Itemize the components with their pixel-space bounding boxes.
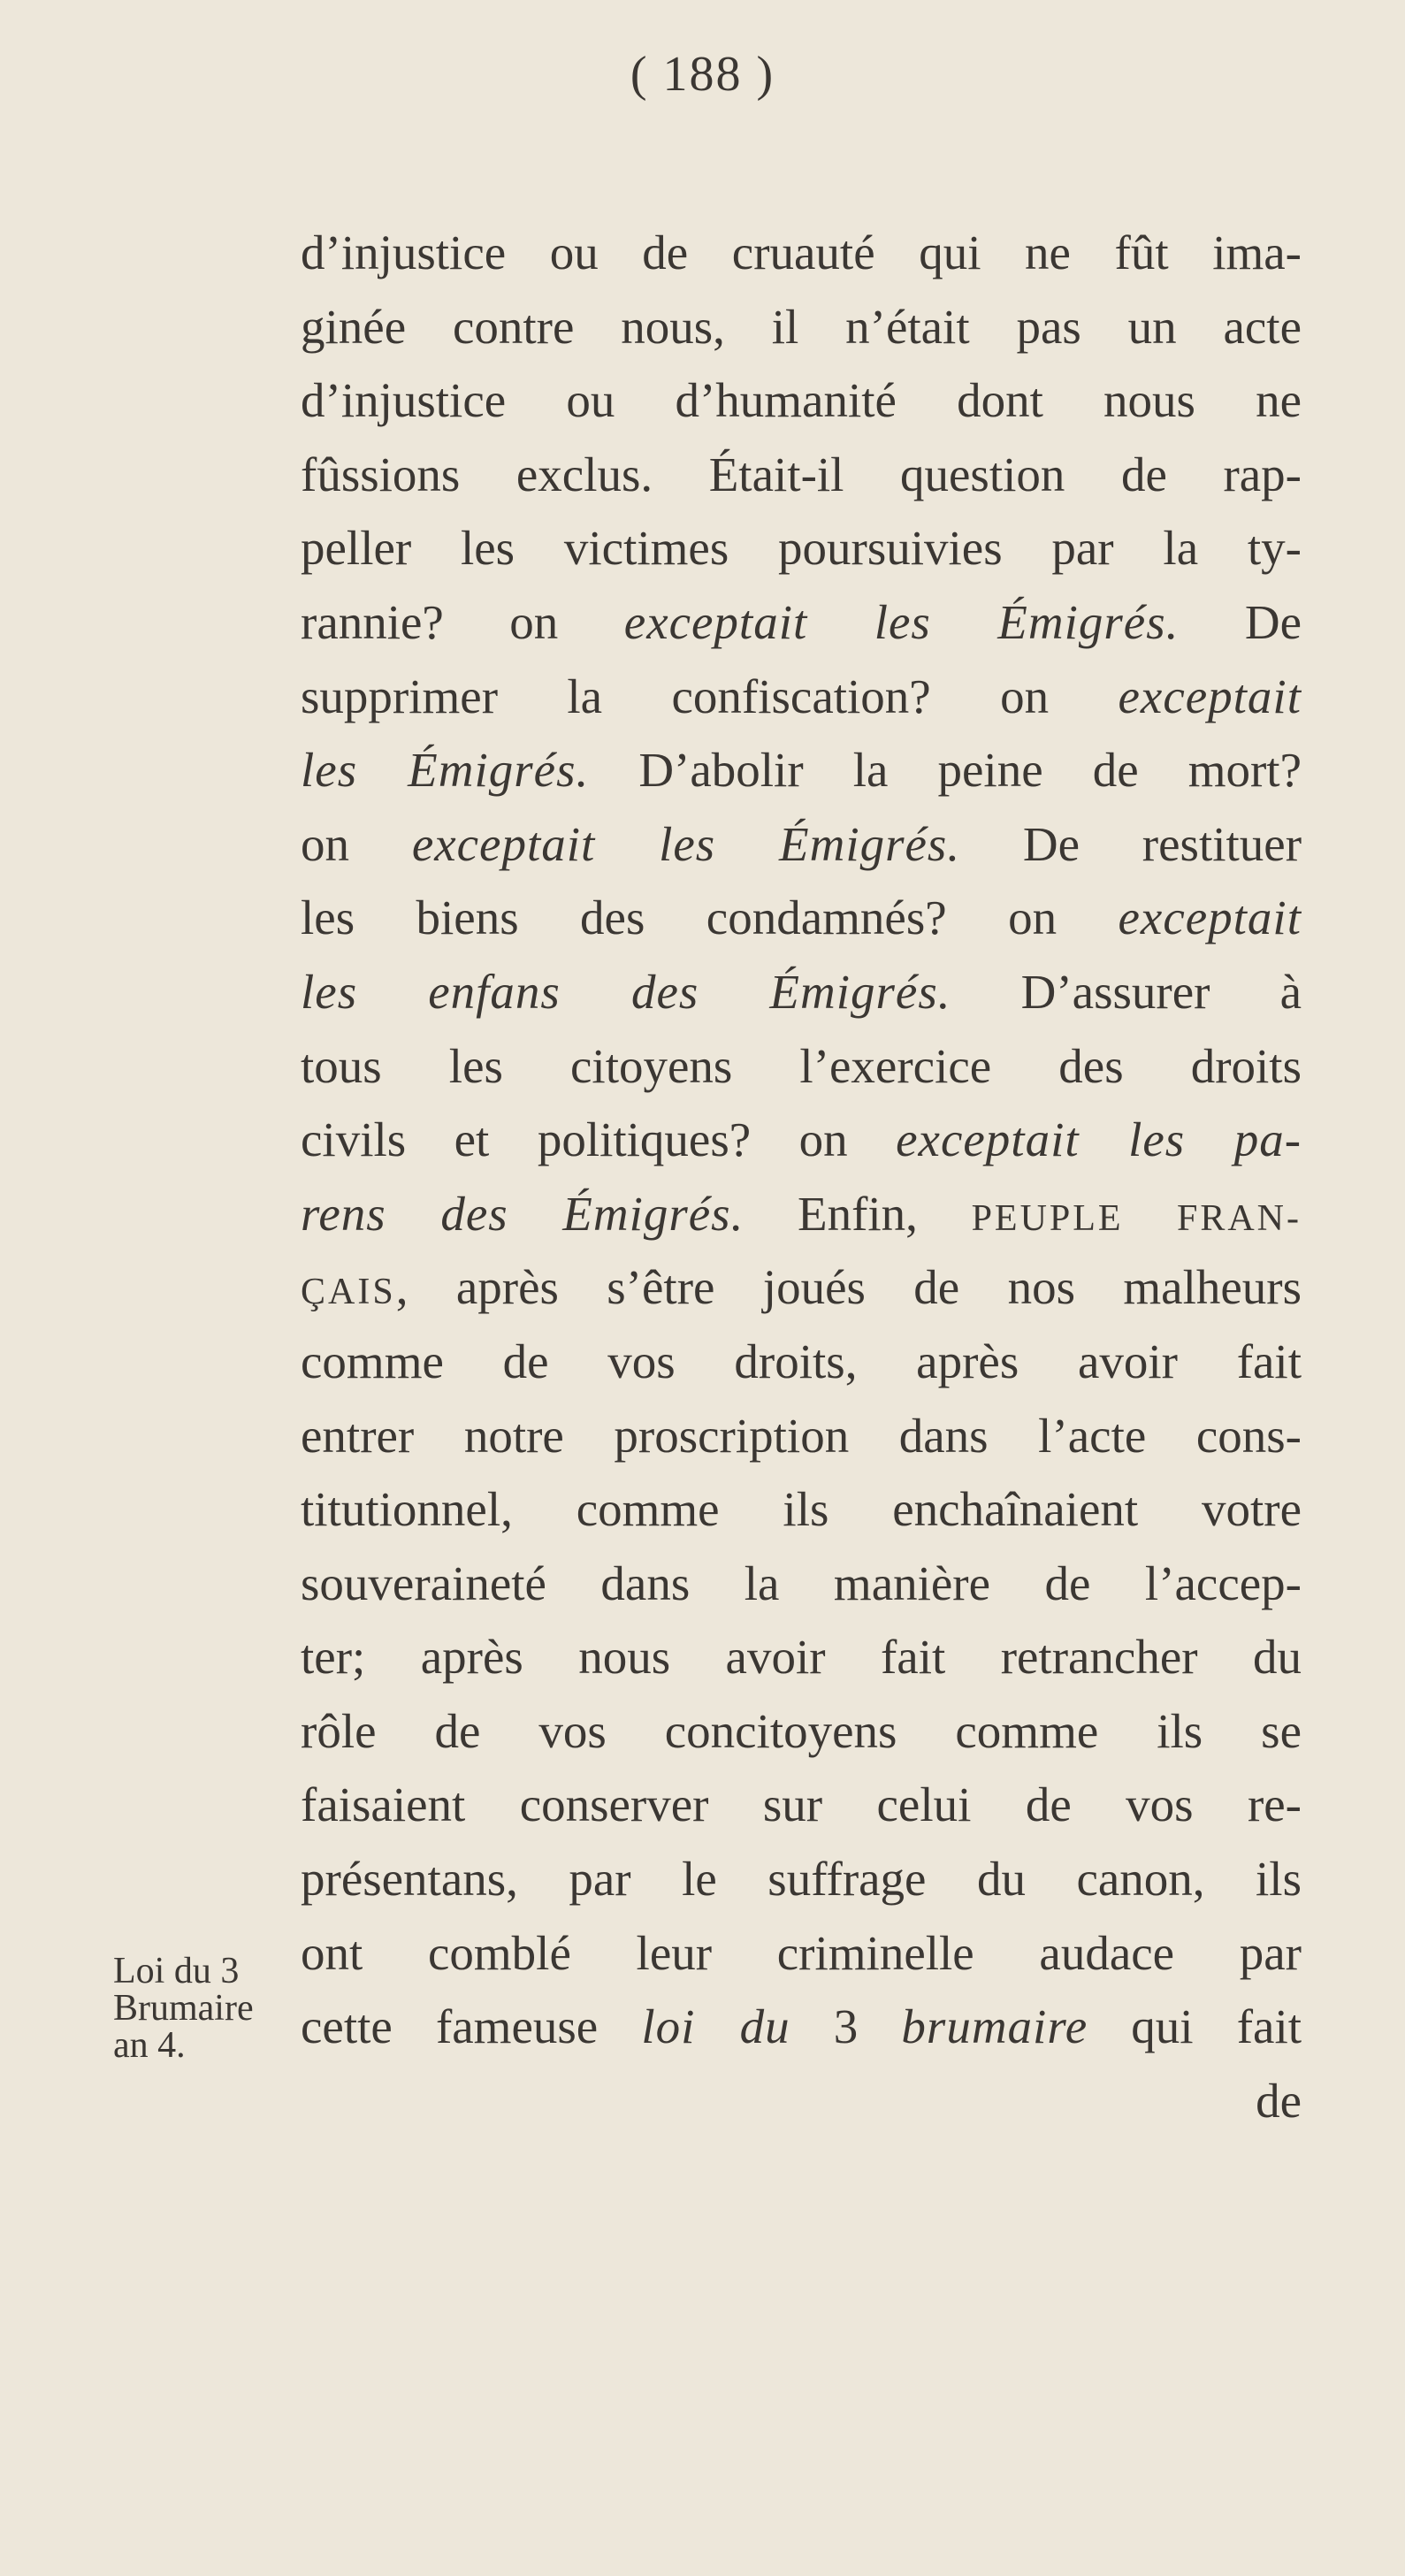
text-line (301, 807, 1302, 882)
italic-text: les Émigrés. (301, 743, 590, 798)
text-line (301, 585, 1302, 660)
text-line (301, 1399, 1302, 1473)
catchword: de (1256, 2073, 1302, 2128)
body-text (301, 216, 1302, 2137)
text-line (301, 290, 1302, 364)
italic-text: rens des Émigrés. (301, 1186, 744, 1241)
text-segment: D’abolir la peine de mort? (589, 743, 1302, 798)
text-segment: ont comblé leur criminelle audace par (301, 1925, 1302, 1980)
text-segment: De restituer (960, 816, 1302, 871)
text-segment: titutionnel, comme ils enchaînaient votre (301, 1482, 1302, 1537)
italic-text: exceptait les pa- (896, 1112, 1302, 1167)
text-line (301, 1620, 1302, 1694)
text-line (301, 955, 1302, 1029)
italic-text: exceptait les Émigrés. (411, 816, 961, 871)
text-line (301, 1472, 1302, 1547)
text-line (301, 1325, 1302, 1399)
text-line (301, 1842, 1302, 1916)
text-line (301, 216, 1302, 290)
text-segment: tous les citoyens l’exercice des droits (301, 1038, 1302, 1093)
text-line (301, 1916, 1302, 1991)
text-segment: rôle de vos concitoyens comme ils se (301, 1703, 1302, 1758)
italic-text: les enfans des Émigrés. (301, 964, 951, 1019)
text-segment: ter; après nous avoir fait retrancher du (301, 1630, 1302, 1685)
margin-note (113, 1953, 308, 2064)
text-segment: 3 (790, 1999, 902, 2054)
italic-text: exceptait (1118, 891, 1302, 945)
margin-note-line: Brumaire (113, 1988, 254, 2029)
text-segment: D’assurer à (951, 964, 1302, 1019)
text-segment: supprimer la confiscation? on (301, 669, 1119, 723)
margin-note-line: an 4. (113, 2025, 186, 2066)
text-line (301, 660, 1302, 734)
text-segment: qui fait (1088, 1999, 1302, 2054)
text-line (301, 733, 1302, 807)
text-line (301, 1029, 1302, 1104)
text-segment: fûssions exclus. Était-il question de rap- (301, 447, 1302, 501)
text-line (301, 1694, 1302, 1769)
text-segment: entrer notre proscription dans l’acte cons- (301, 1408, 1302, 1463)
text-line (301, 881, 1302, 955)
text-line (301, 1768, 1302, 1842)
text-segment: civils et politiques? on (301, 1112, 897, 1167)
text-segment: on (301, 816, 412, 871)
text-segment: rannie? on (301, 594, 624, 649)
small-caps-text: ÇAIS (301, 1272, 396, 1313)
text-line (301, 1547, 1302, 1621)
text-line (301, 438, 1302, 512)
text-line (301, 1990, 1302, 2064)
text-segment: peller les victimes poursuivies par la ty- (301, 521, 1302, 576)
text-line (301, 363, 1302, 438)
text-segment: ginée contre nous, il n’était pas un acte (301, 299, 1302, 354)
text-segment: souveraineté dans la manière de l’accep- (301, 1556, 1302, 1610)
text-line (301, 1177, 1302, 1251)
text-segment: présentans, par le suffrage du canon, ils (301, 1852, 1302, 1907)
italic-text: exceptait (1118, 669, 1302, 723)
text-line (301, 1103, 1302, 1177)
text-segment: faisaient conserver sur celui de vos re- (301, 1777, 1302, 1832)
text-segment: De (1179, 594, 1302, 649)
text-line (301, 511, 1302, 585)
text-segment: d’injustice ou de cruauté qui ne fût ima- (301, 225, 1302, 279)
italic-text: loi du (641, 1999, 790, 2054)
page-number: ( 188 ) (630, 47, 775, 102)
italic-text: brumaire (901, 1999, 1088, 2054)
text-segment: Enfin, (744, 1186, 972, 1241)
text-segment: , après s’être joués de nos malheurs (395, 1260, 1302, 1315)
text-segment: comme de vos droits, après avoir fait (301, 1334, 1302, 1388)
text-segment: cette fameuse (301, 1999, 642, 2054)
italic-text: exceptait les Émigrés. (623, 594, 1180, 649)
small-caps-text: PEUPLE FRAN- (971, 1197, 1302, 1239)
text-line (301, 1250, 1302, 1325)
margin-note-line: Loi du 3 (113, 1951, 240, 1991)
text-segment: d’injustice ou d’humanité dont nous ne (301, 373, 1302, 428)
text-segment: les biens des condamnés? on (301, 891, 1119, 945)
